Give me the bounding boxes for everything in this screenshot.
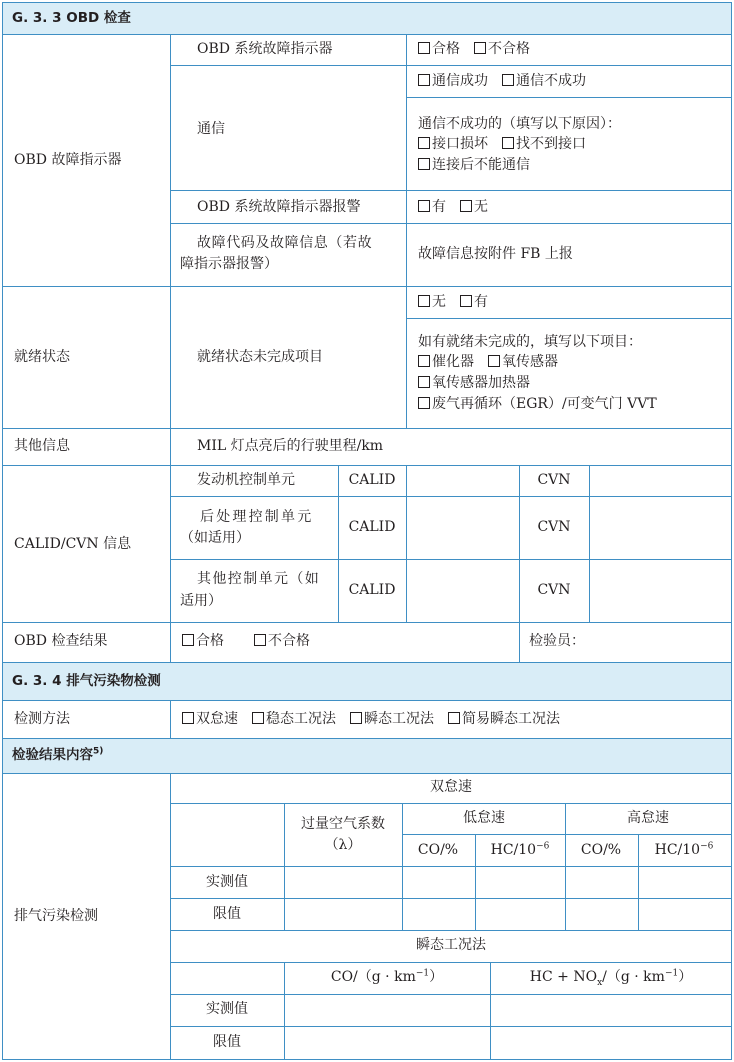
grid-line-horizontal — [2, 428, 732, 429]
checkbox-egr[interactable] — [418, 397, 430, 409]
grid-line-horizontal — [170, 994, 732, 995]
grid-line-vertical — [490, 962, 491, 1060]
checkbox-comm-fail[interactable] — [502, 74, 514, 86]
lambda-header-1: 过量空气系数 — [301, 816, 385, 832]
checkbox-pass[interactable] — [418, 42, 430, 54]
comm-reason-options-2: 连接后不能通信 — [418, 156, 530, 175]
grid-line-horizontal — [2, 286, 732, 287]
checkbox-transient[interactable] — [350, 712, 362, 724]
grid-line-vertical — [2, 2, 3, 1060]
readiness-items-1: 催化器 氧传感器 — [418, 353, 558, 372]
low-idle-header: 低怠速 — [463, 810, 505, 826]
grid-line-horizontal — [2, 2, 732, 3]
grid-line-vertical — [406, 465, 407, 622]
obd-result-options: 合格 不合格 — [182, 632, 310, 651]
grid-line-vertical — [565, 803, 566, 930]
limit-row-label: 限值 — [213, 1034, 241, 1050]
low-co-header: CO/% — [417, 842, 459, 858]
grid-line-vertical — [589, 465, 590, 622]
comm-label: 通信 — [197, 121, 225, 137]
calid-other-label-1: 其他控制单元（如 — [197, 571, 321, 587]
checkbox-double-idle[interactable] — [182, 712, 194, 724]
grid-line-horizontal — [170, 496, 732, 497]
grid-line-horizontal — [2, 700, 732, 701]
grid-line-horizontal — [2, 738, 732, 739]
checkbox-no[interactable] — [460, 200, 472, 212]
transient-co-header: $CO/(g \cdot km^{-1})$ — [330, 968, 444, 985]
grid-line-vertical — [338, 465, 339, 622]
calid-cvn-label: CALID/CVN 信息 — [14, 536, 132, 552]
grid-line-horizontal — [170, 866, 732, 867]
readiness-options: 无 有 — [418, 293, 488, 312]
calid-label: CALID — [348, 519, 396, 535]
fault-code-value: 故障信息按附件 FB 上报 — [418, 246, 573, 262]
calid-label: CALID — [348, 582, 396, 598]
readiness-note: 如有就绪未完成的，填写以下项目： — [418, 334, 642, 350]
grid-line-vertical — [731, 2, 732, 1060]
grid-line-vertical — [638, 834, 639, 930]
grid-line-horizontal — [406, 318, 732, 319]
cvn-label: CVN — [537, 519, 571, 535]
grid-line-horizontal — [170, 190, 732, 191]
checkbox-o2-sensor[interactable] — [488, 355, 500, 367]
obd-mil-label: OBD 系统故障指示器 — [197, 41, 333, 57]
grid-line-vertical — [170, 700, 171, 738]
checkbox-fail[interactable] — [474, 42, 486, 54]
readiness-items-2: 氧传感器加热器 — [418, 374, 530, 393]
grid-line-horizontal — [406, 97, 732, 98]
high-co-header: CO/% — [580, 842, 622, 858]
calid-after-label-2: （如适用） — [180, 530, 250, 546]
obd-indicator-label: OBD 故障指示器 — [14, 152, 122, 168]
grid-line-horizontal — [170, 1026, 732, 1027]
cvn-label: CVN — [537, 582, 571, 598]
mil-alarm-label: OBD 系统故障指示器报警 — [197, 199, 361, 215]
grid-line-horizontal — [2, 662, 732, 663]
checkbox-result-fail[interactable] — [254, 634, 266, 646]
checkbox-simple-transient[interactable] — [448, 712, 460, 724]
double-idle-header: 双怠速 — [430, 779, 472, 795]
section-title-g33: G. 3. 3 OBD 检查 — [12, 10, 131, 26]
mil-mileage-label: MIL 灯点亮后的行驶里程/km — [197, 438, 384, 454]
test-method-label: 检测方法 — [14, 711, 70, 727]
readiness-item-label: 就绪状态未完成项目 — [197, 349, 323, 365]
transient-header: 瞬态工况法 — [416, 937, 486, 953]
grid-line-vertical — [284, 803, 285, 930]
inspector-label: 检验员： — [529, 633, 585, 649]
low-hc-header: $HC/10^{-6}$ — [490, 841, 550, 858]
grid-line-vertical — [284, 962, 285, 1060]
transient-hc-nox-header: HC + $NO_x/(g \cdot km^{-1})$ — [529, 968, 693, 988]
checkbox-yes[interactable] — [418, 200, 430, 212]
checkbox-catalyst[interactable] — [418, 355, 430, 367]
grid-line-horizontal — [2, 773, 732, 774]
checkbox-o2-heater[interactable] — [418, 376, 430, 388]
results-section-title: 检验结果内容$^{5)}$ — [12, 746, 104, 763]
grid-line-horizontal — [170, 559, 732, 560]
grid-line-horizontal — [170, 930, 732, 931]
checkbox-none[interactable] — [418, 295, 430, 307]
lambda-header-2: （λ） — [324, 837, 362, 853]
other-info-label: 其他信息 — [14, 438, 70, 454]
grid-line-vertical — [170, 773, 171, 1060]
grid-line-horizontal — [170, 65, 732, 66]
grid-line-horizontal — [170, 898, 732, 899]
grid-line-vertical — [475, 834, 476, 930]
checkbox-has[interactable] — [460, 295, 472, 307]
checkbox-iface-damaged[interactable] — [418, 137, 430, 149]
measured-row-label: 实测值 — [206, 874, 248, 890]
calid-label: CALID — [348, 472, 396, 488]
emission-test-label: 排气污染检测 — [14, 908, 98, 924]
high-hc-header: $HC/10^{-6}$ — [654, 841, 714, 858]
measured-row-label: 实测值 — [206, 1001, 248, 1017]
footnote-mark: 5) — [93, 746, 104, 757]
grid-line-horizontal — [2, 622, 732, 623]
comm-reason-text: 通信不成功的（填写以下原因）： — [418, 116, 621, 132]
grid-line-horizontal — [2, 34, 732, 35]
cvn-label: CVN — [537, 472, 571, 488]
fault-code-label-2: 障指示器报警） — [180, 256, 278, 272]
comm-reason-options-1: 接口损坏 找不到接口 — [418, 135, 586, 154]
checkbox-cannot-comm[interactable] — [418, 158, 430, 170]
grid-line-horizontal — [2, 1059, 732, 1060]
grid-line-horizontal — [170, 223, 732, 224]
readiness-label: 就绪状态 — [14, 349, 70, 365]
obd-mil-options: 合格 不合格 — [418, 40, 530, 59]
checkbox-iface-not-found[interactable] — [502, 137, 514, 149]
grid-line-horizontal — [2, 465, 732, 466]
calid-other-label-2: 适用） — [180, 593, 222, 609]
fault-code-label-1: 故障代码及故障信息（若故 — [197, 235, 373, 251]
mil-alarm-options: 有 无 — [418, 198, 488, 217]
calid-ecu-label: 发动机控制单元 — [197, 472, 295, 488]
checkbox-steady[interactable] — [252, 712, 264, 724]
limit-row-label: 限值 — [213, 906, 241, 922]
readiness-items-3: 废气再循环（EGR）/可变气门 VVT — [418, 395, 657, 414]
grid-line-horizontal — [170, 803, 732, 804]
grid-line-horizontal — [170, 962, 732, 963]
calid-after-label-1: 后处理控制单元 — [200, 509, 314, 525]
obd-result-label: OBD 检查结果 — [14, 633, 108, 649]
high-idle-header: 高怠速 — [627, 810, 669, 826]
checkbox-result-pass[interactable] — [182, 634, 194, 646]
comm-options: 通信成功 通信不成功 — [418, 72, 586, 91]
grid-line-vertical — [170, 34, 171, 662]
grid-line-vertical — [402, 803, 403, 930]
grid-line-vertical — [406, 34, 407, 428]
test-method-options: 双怠速 稳态工况法 瞬态工况法 简易瞬态工况法 — [182, 710, 560, 729]
grid-line-horizontal — [402, 834, 732, 835]
checkbox-comm-ok[interactable] — [418, 74, 430, 86]
section-title-g34: G. 3. 4 排气污染物检测 — [12, 673, 161, 689]
section-band-results — [2, 738, 731, 773]
grid-line-vertical — [519, 465, 520, 662]
